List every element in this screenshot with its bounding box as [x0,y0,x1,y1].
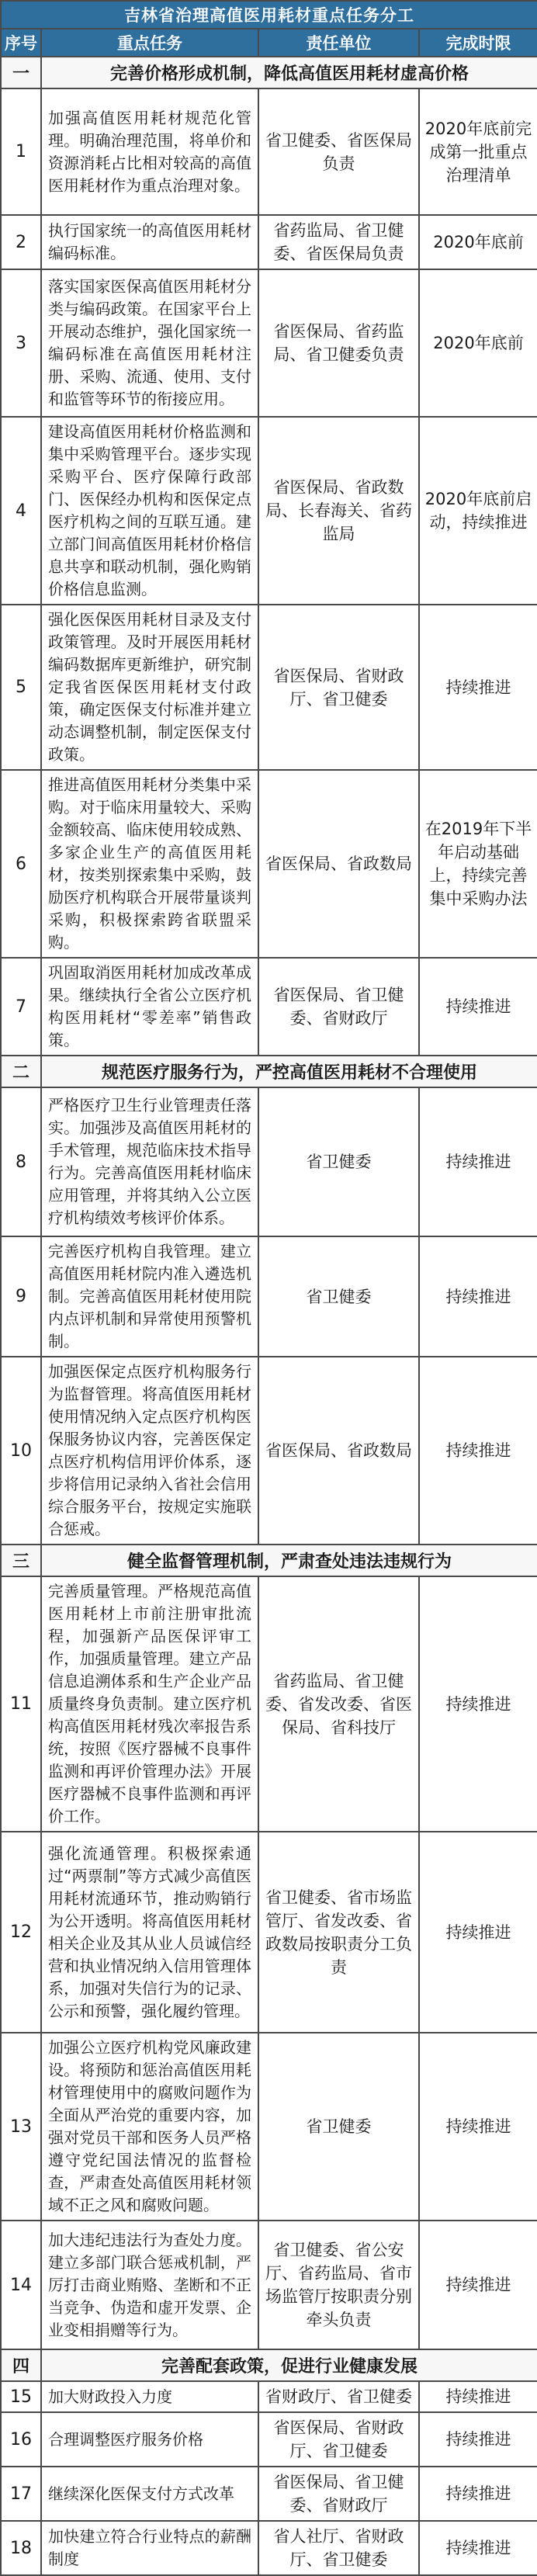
unit-cell: 省医保局、省政数局 [258,1357,419,1545]
deadline-cell: 2020年底前 [419,269,537,417]
row-number: 2 [1,215,41,269]
unit-cell: 省财政厅、省卫健委 [258,2381,419,2412]
task-cell: 加快建立符合行业特点的薪酬制度 [41,2521,258,2575]
row-number: 17 [1,2467,41,2521]
section-title: 规范医疗服务行为，严控高值医用耗材不合理使用 [41,1056,537,1087]
task-cell: 建设高值医用耗材价格监测和集中采购管理平台。逐步实现采购平台、医疗保障行政部门、医保经办机构和医保定点医疗机构之间的互联互通。建立部门间高值医用耗材价格信息共享和联动机制，强化购销价格信息监测。 [41,417,258,605]
deadline-cell: 持续推进 [419,2221,537,2349]
row-number: 15 [1,2381,41,2412]
unit-cell: 省医保局、省政数局、长春海关、省药监局 [258,417,419,605]
deadline-cell: 2020年底前完成第一批重点治理清单 [419,88,537,215]
unit-cell: 省医保局、省财政厅、省卫健委 [258,2412,419,2467]
task-cell: 完善医疗机构自我管理。建立高值医用耗材院内准入遴选机制。完善高值医用耗材使用院内点评机制和异常使用预警机制。 [41,1236,258,1357]
header-no: 序号 [1,29,41,57]
task-cell: 落实国家医保高值医用耗材分类与编码政策。在国家平台上开展动态维护，强化国家统一编码标准在高值医用耗材注册、采购、流通、使用、支付和监管等环节的衔接应用。 [41,269,258,417]
task-cell: 强化医保医用耗材目录及支付政策管理。及时开展医用耗材编码数据库更新维护，研究制定我省医保医用耗材支付政策，确定医保支付标准并建立动态调整机制，制定医保支付政策。 [41,605,258,770]
table-row [1,2521,537,2575]
section-number: 二 [1,1056,41,1087]
deadline-cell: 持续推进 [419,1357,537,1545]
task-cell: 继续深化医保支付方式改革 [41,2467,258,2521]
header-time: 完成时限 [419,29,537,57]
table-row [1,2221,537,2349]
row-number: 10 [1,1357,41,1545]
table-row [1,2467,537,2521]
row-number: 6 [1,770,41,958]
table-row [1,605,537,770]
section-row [1,57,537,88]
unit-cell: 省卫健委 [258,1087,419,1236]
task-cell: 执行国家统一的高值医用耗材编码标准。 [41,215,258,269]
row-number: 11 [1,1576,41,1832]
task-cell: 加强高值医用耗材规范化管理。明确治理范围，将单价和资源消耗占比相对较高的高值医用耗材作为重点治理对象。 [41,88,258,215]
row-number: 5 [1,605,41,770]
deadline-cell: 持续推进 [419,605,537,770]
deadline-cell: 2020年底前启动，持续推进 [419,417,537,605]
header-row [1,29,537,57]
table-row [1,88,537,215]
row-number: 3 [1,269,41,417]
unit-cell: 省医保局、省财政厅、省卫健委 [258,605,419,770]
task-cell: 严格医疗卫生行业管理责任落实。加强涉及高值医用耗材的手术管理，规范临床技术指导行为。完善高值医用耗材临床应用管理，并将其纳入公立医疗机构绩效考核评价体系。 [41,1087,258,1236]
deadline-cell: 持续推进 [419,2467,537,2521]
table-row [1,269,537,417]
task-cell: 推进高值医用耗材分类集中采购。对于临床用量较大、采购金额较高、临床使用较成熟、多家企业生产的高值医用耗材，按类别探索集中采购，鼓励医疗机构联合开展带量谈判采购，积极探索跨省联盟采购。 [41,770,258,958]
task-cell: 加强公立医疗机构党风廉政建设。将预防和惩治高值医用耗材管理使用中的腐败问题作为全面从严治党的重要内容，加强对党员干部和医务人员严格遵守党纪国法情况的监督检查，严肃查处高值医用耗材领域不正之风和腐败问题。 [41,2033,258,2221]
unit-cell: 省医保局、省卫健委、省财政厅 [258,958,419,1056]
section-row [1,2349,537,2381]
row-number: 12 [1,1832,41,2033]
row-number: 1 [1,88,41,215]
deadline-cell: 2020年底前 [419,215,537,269]
task-cell: 强化流通管理。积极探索通过“两票制”等方式减少高值医用耗材流通环节，推动购销行为公开透明。将高值医用耗材相关企业及其从业人员诚信经营和执业情况纳入信用管理体系，加强对失信行为的记录、公示和预警，强化履约管理。 [41,1832,258,2033]
task-cell: 加大财政投入力度 [41,2381,258,2412]
table-row [1,1236,537,1357]
table-row [1,2033,537,2221]
unit-cell: 省药监局、省卫健委、省医保局负责 [258,215,419,269]
section-row [1,1056,537,1087]
row-number: 18 [1,2521,41,2575]
table-row [1,770,537,958]
row-number: 14 [1,2221,41,2349]
section-row [1,1545,537,1576]
unit-cell: 省卫健委、省公安厅、省药监局、省市场监管厅按职责分别牵头负责 [258,2221,419,2349]
title-row [1,1,537,29]
deadline-cell: 持续推进 [419,958,537,1056]
deadline-cell: 持续推进 [419,2521,537,2575]
task-cell: 巩固取消医用耗材加成改革成果。继续执行全省公立医疗机构医用耗材“零差率”销售政策。 [41,958,258,1056]
table-row [1,958,537,1056]
section-title: 完善价格形成机制，降低高值医用耗材虚高价格 [41,57,537,88]
row-number: 9 [1,1236,41,1357]
table-row [1,1357,537,1545]
unit-cell: 省医保局、省政数局 [258,770,419,958]
table-row [1,215,537,269]
table-title: 吉林省治理高值医用耗材重点任务分工 [1,1,537,29]
deadline-cell: 持续推进 [419,2381,537,2412]
row-number: 8 [1,1087,41,1236]
deadline-cell: 持续推进 [419,1832,537,2033]
task-cell: 完善质量管理。严格规范高值医用耗材上市前注册审批流程，加强新产品医保评审工作，加强质量管理。建立产品信息追溯体系和生产企业产品质量终身负责制。建立医疗机构高值医用耗材残次率报告系统，按照《医疗器械不良事件监测和再评价管理办法》开展医疗器械不良事件监测和再评价工作。 [41,1576,258,1832]
unit-cell: 省卫健委 [258,1236,419,1357]
unit-cell: 省卫健委、省市场监管厅、省发改委、省政数局按职责分工负责 [258,1832,419,2033]
table-row [1,2412,537,2467]
table-row [1,1087,537,1236]
table-row [1,1576,537,1832]
section-title: 完善配套政策，促进行业健康发展 [41,2349,537,2381]
row-number: 7 [1,958,41,1056]
deadline-cell: 在2019年下半年启动基础上，持续完善集中采购办法 [419,770,537,958]
deadline-cell: 持续推进 [419,1236,537,1357]
deadline-cell: 持续推进 [419,1087,537,1236]
unit-cell: 省人社厅、省财政厅、省卫健委 [258,2521,419,2575]
table-row [1,1832,537,2033]
section-number: 四 [1,2349,41,2381]
section-number: 一 [1,57,41,88]
table-row [1,417,537,605]
unit-cell: 省医保局、省卫健委、省财政厅 [258,2467,419,2521]
unit-cell: 省卫健委 [258,2033,419,2221]
deadline-cell: 持续推进 [419,2033,537,2221]
unit-cell: 省医保局、省药监局、省卫健委负责 [258,269,419,417]
task-cell: 加大违纪违法行为查处力度。建立多部门联合惩戒机制，严厉打击商业贿赂、垄断和不正当竞争、伪造和虚开发票、企业变相捐赠等行为。 [41,2221,258,2349]
unit-cell: 省药监局、省卫健委、省发改委、省医保局、省科技厅 [258,1576,419,1832]
deadline-cell: 持续推进 [419,2412,537,2467]
task-cell: 加强医保定点医疗机构服务行为监督管理。将高值医用耗材使用情况纳入定点医疗机构医保服务协议内容，完善医保定点医疗机构信用评价体系，逐步将信用记录纳入省社会信用综合服务平台，按规定实施联合惩戒。 [41,1357,258,1545]
row-number: 13 [1,2033,41,2221]
row-number: 4 [1,417,41,605]
row-number: 16 [1,2412,41,2467]
table-body [1,57,537,2575]
table-row [1,2381,537,2412]
section-title: 健全监督管理机制，严肃查处违法违规行为 [41,1545,537,1576]
header-unit: 责任单位 [258,29,419,57]
deadline-cell: 持续推进 [419,1576,537,1832]
task-cell: 合理调整医疗服务价格 [41,2412,258,2467]
unit-cell: 省卫健委、省医保局负责 [258,88,419,215]
header-task: 重点任务 [41,29,258,57]
section-number: 三 [1,1545,41,1576]
